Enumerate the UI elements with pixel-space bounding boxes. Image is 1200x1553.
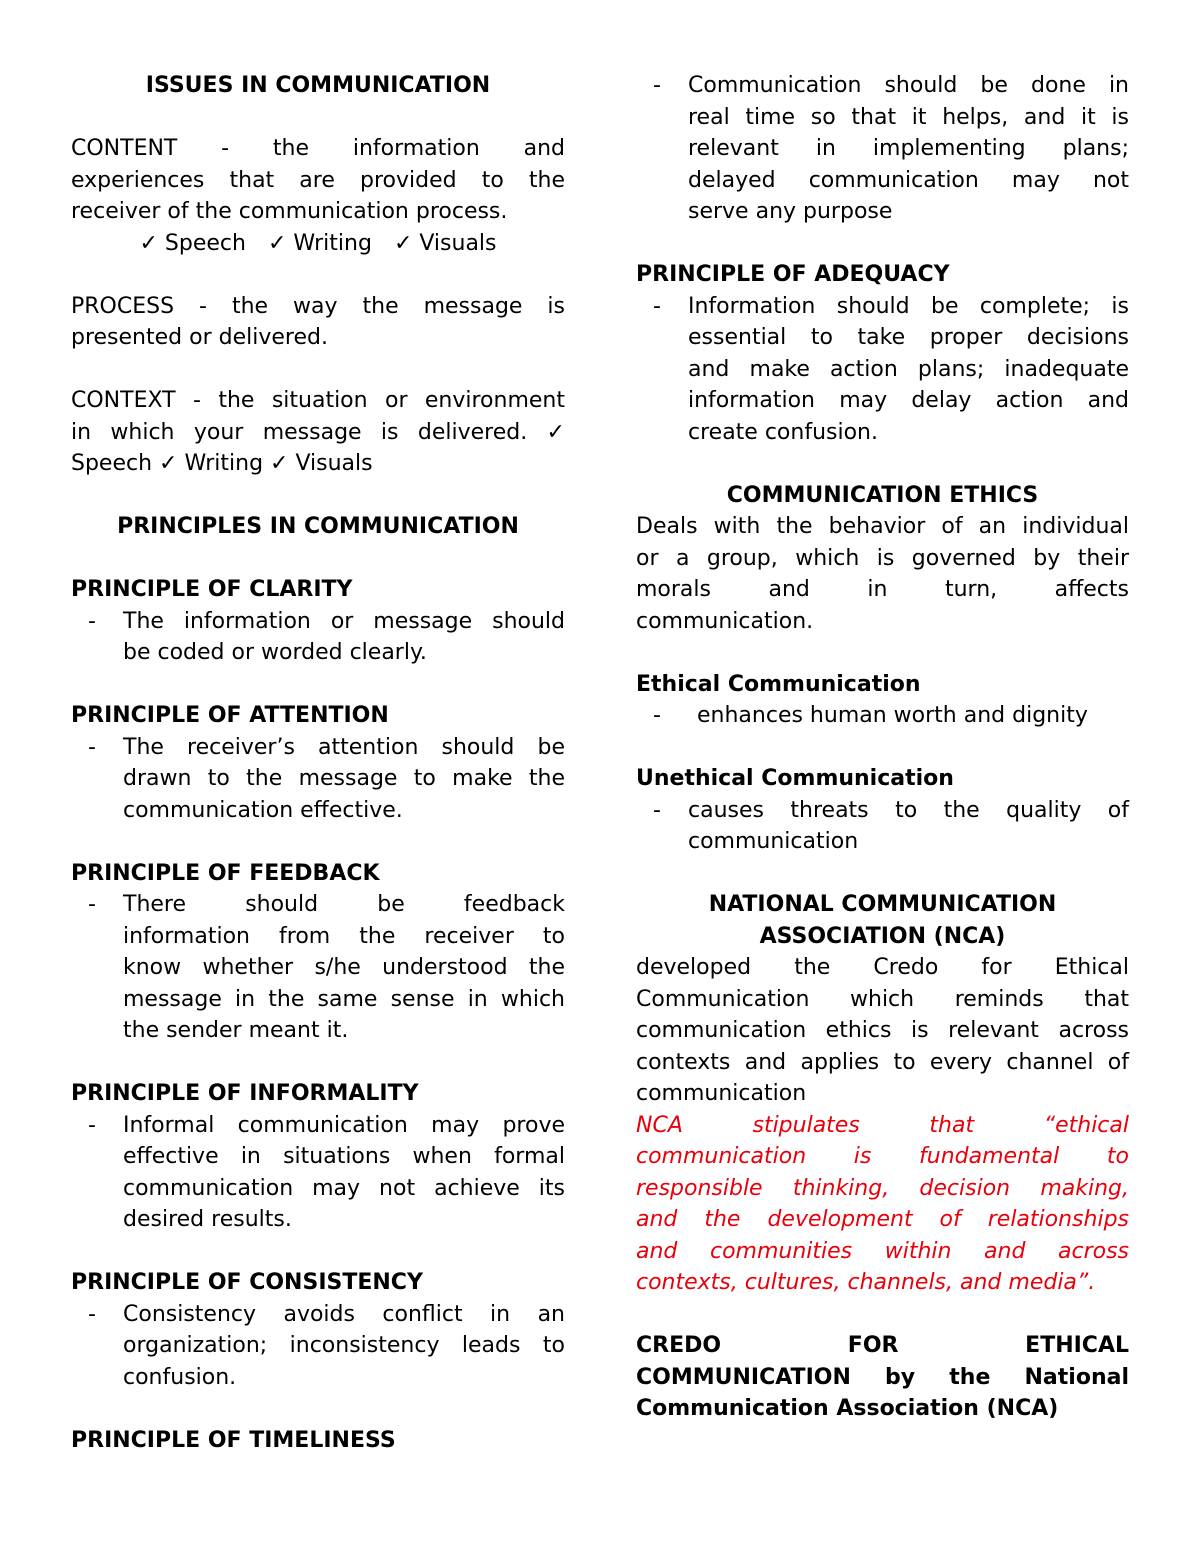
content-paragraph: [71, 133, 565, 228]
context-line: CONTEXT - the situation or environment: [71, 388, 565, 413]
nca-quote-line: and communities within and across: [636, 1238, 1129, 1264]
adequacy-line: and make action plans; inadequate: [688, 356, 1129, 382]
adequacy-bullet: [636, 291, 1129, 449]
principles-title: PRINCIPLES IN COMMUNICATION: [117, 514, 519, 539]
nca-paragraph: [636, 952, 1129, 1110]
bullet-dash: -: [88, 734, 96, 760]
timeliness-line: serve any purpose: [688, 199, 893, 224]
process-line: presented or delivered.: [71, 325, 328, 350]
ethics-title: COMMUNICATION ETHICS: [726, 482, 1039, 508]
unethical-line: causes threats to the quality of: [688, 797, 1129, 823]
ethical-line: enhances human worth and dignity: [697, 703, 1088, 728]
informality-line: communication may not achieve its: [123, 1175, 565, 1201]
nca-line: Communication which reminds that: [636, 986, 1129, 1012]
unethical-line: communication: [688, 829, 859, 854]
consistency-line: confusion.: [123, 1364, 237, 1390]
nca-title-line: ASSOCIATION (NCA): [759, 923, 1006, 949]
adequacy-line: create confusion.: [688, 419, 878, 445]
unethical-bullet: [636, 795, 1129, 858]
bullet-dash: -: [653, 703, 661, 728]
ethics-paragraph: [636, 511, 1129, 637]
nca-line: communication ethics is relevant across: [636, 1018, 1129, 1043]
nca-quote-line: communication is fundamental to: [636, 1144, 1129, 1169]
feedback-bullet: [71, 889, 565, 1047]
consistency-heading: PRINCIPLE OF CONSISTENCY: [71, 1270, 423, 1295]
nca-line: communication: [636, 1081, 807, 1106]
timeliness-line: Communication should be done in: [688, 73, 1129, 98]
bullet-dash: -: [653, 73, 661, 98]
ethics-line: communication.: [636, 608, 814, 634]
timeliness-line: relevant in implementing plans;: [688, 136, 1129, 161]
informality-bullet: [71, 1110, 565, 1236]
unethical-heading: Unethical Communication: [636, 766, 954, 791]
consistency-line: organization; inconsistency leads to: [123, 1333, 565, 1358]
bullet-dash: -: [653, 293, 661, 319]
ethical-heading: Ethical Communication: [636, 671, 921, 697]
nca-line: contexts and applies to every channel of: [636, 1049, 1129, 1075]
feedback-line: information from the receiver to: [123, 923, 565, 949]
process-paragraph: [71, 291, 565, 354]
feedback-line: the sender meant it.: [123, 1018, 349, 1043]
attention-bullet: [71, 732, 565, 827]
context-line: Speech ✓ Writing ✓ Visuals: [71, 451, 373, 476]
clarity-heading: PRINCIPLE OF CLARITY: [71, 577, 353, 602]
ethics-line: Deals with the behavior of an individual: [636, 514, 1129, 539]
clarity-line: The information or message should: [123, 608, 565, 634]
credo-line: COMMUNICATION by the National: [636, 1364, 1129, 1390]
content-line: receiver of the communication process.: [71, 199, 508, 224]
content-line: experiences that are provided to the: [71, 167, 565, 193]
attention-heading: PRINCIPLE OF ATTENTION: [71, 703, 389, 728]
ethical-bullet: [636, 700, 1129, 732]
attention-line: drawn to the message to make the: [123, 766, 565, 791]
adequacy-heading: PRINCIPLE OF ADEQUACY: [636, 262, 950, 287]
adequacy-line: essential to take proper decisions: [688, 325, 1129, 350]
feedback-line: know whether s/he understood the: [123, 955, 565, 980]
left-column: [71, 70, 565, 1456]
timeliness-line: delayed communication may not: [688, 167, 1129, 193]
nca-quote-line: NCA stipulates that “ethical: [636, 1112, 1129, 1138]
credo-line: CREDO FOR ETHICAL: [636, 1333, 1129, 1358]
nca-quote: [636, 1110, 1129, 1299]
feedback-heading: PRINCIPLE OF FEEDBACK: [71, 860, 380, 886]
bullet-dash: -: [88, 1112, 96, 1138]
credo-heading: [636, 1330, 1129, 1425]
clarity-bullet: [71, 606, 565, 669]
nca-quote-line: and the development of relationships: [636, 1207, 1129, 1232]
feedback-line: There should be feedback: [123, 892, 565, 917]
context-line: in which your message is delivered. ✓: [71, 419, 565, 445]
attention-line: communication effective.: [123, 797, 403, 823]
process-line: PROCESS - the way the message is: [71, 293, 565, 319]
informality-line: effective in situations when formal: [123, 1144, 565, 1169]
consistency-bullet: [71, 1299, 565, 1394]
bullet-dash: -: [653, 797, 661, 823]
right-column: [636, 70, 1129, 1425]
check-writing: ✓ Writing: [267, 230, 372, 256]
informality-line: Informal communication may prove: [123, 1112, 565, 1138]
issues-title: ISSUES IN COMMUNICATION: [145, 73, 491, 98]
feedback-line: message in the same sense in which: [123, 986, 565, 1012]
timeliness-line: real time so that it helps, and it is: [688, 104, 1129, 130]
ethics-line: morals and in turn, affects: [636, 577, 1129, 602]
nca-quote-line: contexts, cultures, channels, and media”.: [636, 1270, 1096, 1295]
adequacy-line: information may delay action and: [688, 388, 1129, 413]
bullet-dash: -: [88, 892, 96, 917]
consistency-line: Consistency avoids conflict in an: [123, 1301, 565, 1327]
nca-line: developed the Credo for Ethical: [636, 955, 1129, 980]
informality-line: desired results.: [123, 1207, 292, 1232]
check-visuals: ✓ Visuals: [393, 230, 497, 256]
informality-heading: PRINCIPLE OF INFORMALITY: [71, 1081, 419, 1106]
adequacy-line: Information should be complete; is: [688, 293, 1129, 319]
content-checklist: [71, 228, 565, 260]
credo-line: Communication Association (NCA): [636, 1396, 1059, 1421]
bullet-dash: -: [88, 608, 96, 634]
ethics-line: or a group, which is governed by their: [636, 545, 1129, 571]
nca-title-line: NATIONAL COMMUNICATION: [708, 892, 1057, 917]
context-paragraph: [71, 385, 565, 480]
attention-line: The receiver’s attention should be: [123, 734, 565, 760]
nca-quote-line: responsible thinking, decision making,: [636, 1175, 1129, 1201]
content-line: CONTENT - the information and: [71, 136, 565, 161]
timeliness-bullet: [636, 70, 1129, 228]
bullet-dash: -: [88, 1301, 96, 1327]
check-speech: ✓ Speech: [139, 230, 246, 256]
clarity-line: be coded or worded clearly.: [123, 640, 427, 665]
timeliness-heading: PRINCIPLE OF TIMELINESS: [71, 1427, 396, 1453]
